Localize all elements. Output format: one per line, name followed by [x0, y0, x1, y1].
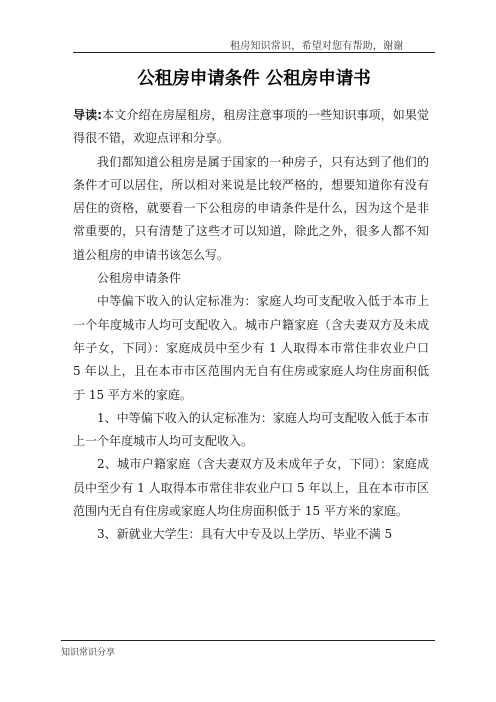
page-header-text: 租房知识常识，希望对您有帮助，谢谢: [230, 41, 404, 52]
document-body: [73, 104, 429, 547]
body-paragraph: 中等偏下收入的认定标准为：家庭人均可支配收入低于本市上一个年度城市人均可支配收入。城市户籍家庭（含夫妻双方及未成年子女，下同）：家庭成员中至少有 1 人取得本市常住非农业户口 5 年以上，且在本市市区范围内无自有住房或家庭人均住房面积低于 15 平方米的家庭。: [73, 294, 429, 402]
document-title: 公租房申请条件 公租房申请书: [137, 69, 371, 89]
footer-divider: [61, 640, 435, 641]
intro-label: 导读:: [73, 108, 103, 122]
section-heading: 公租房申请条件: [97, 271, 182, 286]
intro-text: 本文介绍在房屋租房，租房注意事项的一些知识事项，如果觉得很不错，欢迎点评和分享。: [73, 108, 429, 146]
list-item: 3、新就业大学生：具有大中专及以上学历、毕业不满 5: [97, 527, 393, 542]
list-item: 2、城市户籍家庭（含夫妻双方及未成年子女，下同）：家庭成员中至少有 1 人取得本市常住非农业户口 5 年以上，且在本市市区范围内无自有住房或家庭人均住房面积低于 15 平方米的家庭。: [73, 457, 429, 519]
body-paragraph: 我们都知道公租房是属于国家的一种房子，只有达到了他们的条件才可以居住，所以相对来说是比较严格的，想要知道你有没有居住的资格，就要看一下公租房的申请条件是什么，因为这个是非常重要的，只有清楚了这些才可以知道，除此之外，很多人都不知道公租房的申请书该怎么写。: [73, 154, 429, 262]
header-divider: [73, 52, 435, 53]
page-footer-text: 知识常识分享: [61, 648, 116, 658]
list-item: 1、中等偏下收入的认定标准为：家庭人均可支配收入低于本市上一个年度城市人均可支配收入。: [73, 410, 429, 449]
intro-paragraph: [73, 104, 429, 151]
